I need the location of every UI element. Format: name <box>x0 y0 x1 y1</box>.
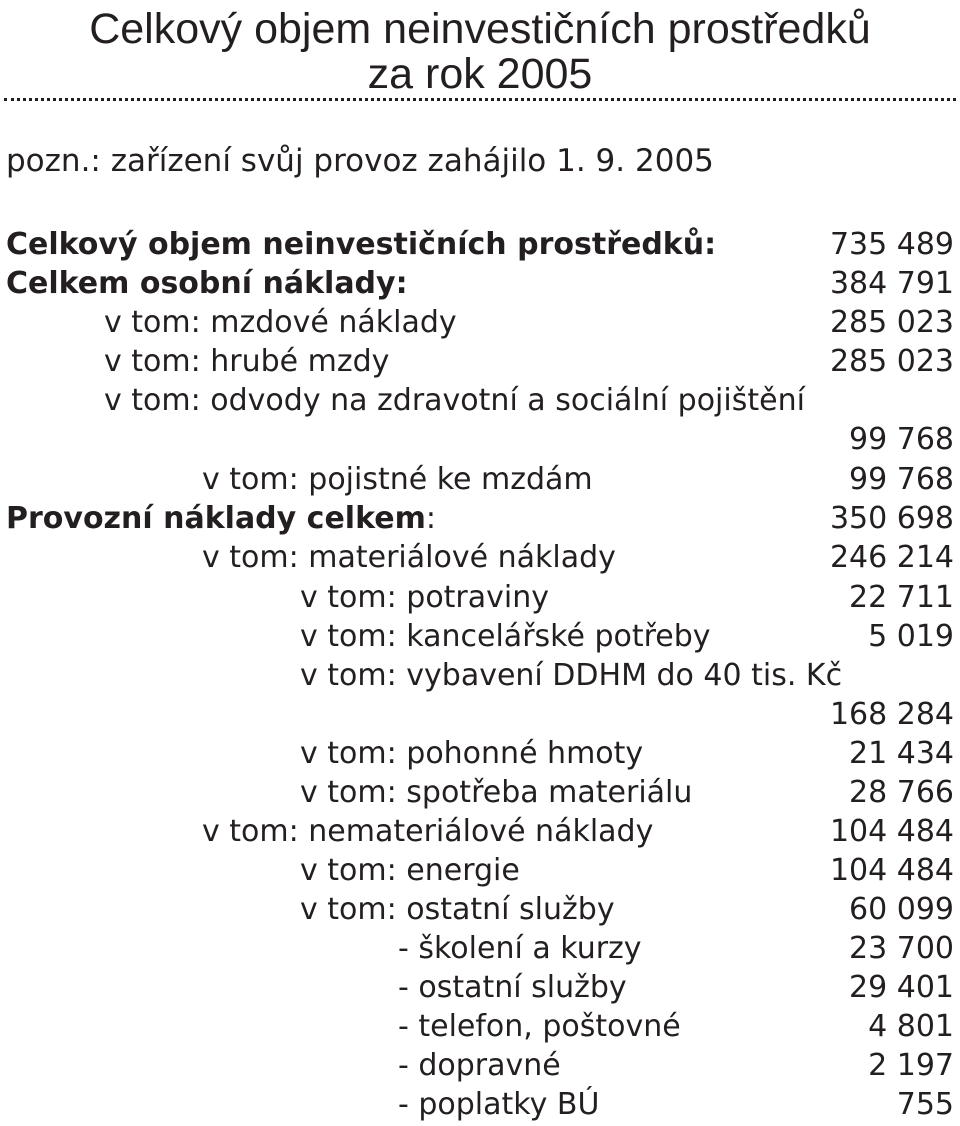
row-fuel <box>0 734 954 773</box>
row-value: 21 434 <box>849 736 954 771</box>
row-non-material-costs <box>0 812 954 851</box>
row-value: 60 099 <box>849 892 954 927</box>
row-value: 22 711 <box>849 580 954 615</box>
row-label: v tom: materiálové náklady <box>202 540 616 575</box>
row-value: 285 023 <box>829 305 954 340</box>
row-value: 23 700 <box>849 931 954 966</box>
row-value: 28 766 <box>849 775 954 810</box>
row-label: v tom: odvody na zdravotní a sociální pojištění <box>104 383 805 418</box>
row-label: Celkem osobní náklady: <box>6 266 408 301</box>
row-transport <box>0 1046 954 1085</box>
row-label: v tom: ostatní služby <box>300 892 615 927</box>
page-title-line-1: Celkový objem neinvestičních prostředků <box>89 5 871 53</box>
row-value: 29 401 <box>849 970 954 1005</box>
row-equipment-value <box>0 695 954 734</box>
row-office-supplies <box>0 617 954 656</box>
row-energy <box>0 851 954 890</box>
row-label: v tom: vybavení DDHM do 40 tis. Kč <box>300 658 843 693</box>
row-label: v tom: hrubé mzdy <box>104 344 390 379</box>
row-insurance-levies-value <box>0 420 954 459</box>
row-value: 350 698 <box>829 501 954 536</box>
row-value: 246 214 <box>829 540 954 575</box>
page-title-line-2: za rok 2005 <box>367 50 593 98</box>
row-value: 104 484 <box>829 814 954 849</box>
row-insurance-levies <box>0 381 954 420</box>
row-label: v tom: pohonné hmoty <box>300 736 644 771</box>
row-label: - dopravné <box>398 1048 561 1083</box>
row-bank-fees <box>0 1085 954 1124</box>
row-wage-insurance <box>0 460 954 499</box>
row-training <box>0 929 954 968</box>
row-food <box>0 578 954 617</box>
row-wage-costs <box>0 303 954 342</box>
row-value: 735 489 <box>829 227 954 262</box>
row-equipment <box>0 656 954 695</box>
row-label: v tom: nemateriálové náklady <box>202 814 654 849</box>
row-total <box>0 225 954 264</box>
row-other-services-detail <box>0 968 954 1007</box>
row-label: v tom: spotřeba materiálu <box>300 775 693 810</box>
row-label: v tom: kancelářské potřeby <box>300 619 711 654</box>
note-text: pozn.: zařízení svůj provoz zahájilo 1. 9. 2005 <box>6 143 714 179</box>
row-label: v tom: pojistné ke mzdám <box>202 462 593 497</box>
row-label: - školení a kurzy <box>398 931 642 966</box>
row-label: - ostatní služby <box>398 970 627 1005</box>
row-value: 755 <box>896 1087 954 1122</box>
row-operating-total <box>0 499 954 538</box>
row-material-consumption <box>0 773 954 812</box>
row-value: 99 768 <box>849 462 954 497</box>
row-label <box>6 499 436 538</box>
row-label: - telefon, poštovné <box>398 1009 681 1044</box>
row-value: 285 023 <box>829 344 954 379</box>
row-value: 4 801 <box>868 1009 954 1044</box>
row-value: 2 197 <box>868 1048 954 1083</box>
row-label-colon: : <box>425 501 436 536</box>
row-value: 168 284 <box>829 697 954 732</box>
row-label: Celkový objem neinvestičních prostředků: <box>6 227 717 262</box>
row-value: 104 484 <box>829 853 954 888</box>
row-label: v tom: energie <box>300 853 520 888</box>
dotted-divider <box>4 98 956 101</box>
row-value: 384 791 <box>829 266 954 301</box>
row-material-costs <box>0 538 954 577</box>
row-label-bold: Provozní náklady celkem <box>6 501 426 536</box>
row-label: v tom: potraviny <box>300 580 550 615</box>
row-phone-postage <box>0 1007 954 1046</box>
row-personnel-total <box>0 264 954 303</box>
row-gross-wages <box>0 342 954 381</box>
row-label: - poplatky BÚ <box>398 1087 600 1122</box>
row-value: 5 019 <box>868 619 954 654</box>
row-value: 99 768 <box>849 422 954 457</box>
row-label: v tom: mzdové náklady <box>104 305 457 340</box>
row-other-services <box>0 890 954 929</box>
